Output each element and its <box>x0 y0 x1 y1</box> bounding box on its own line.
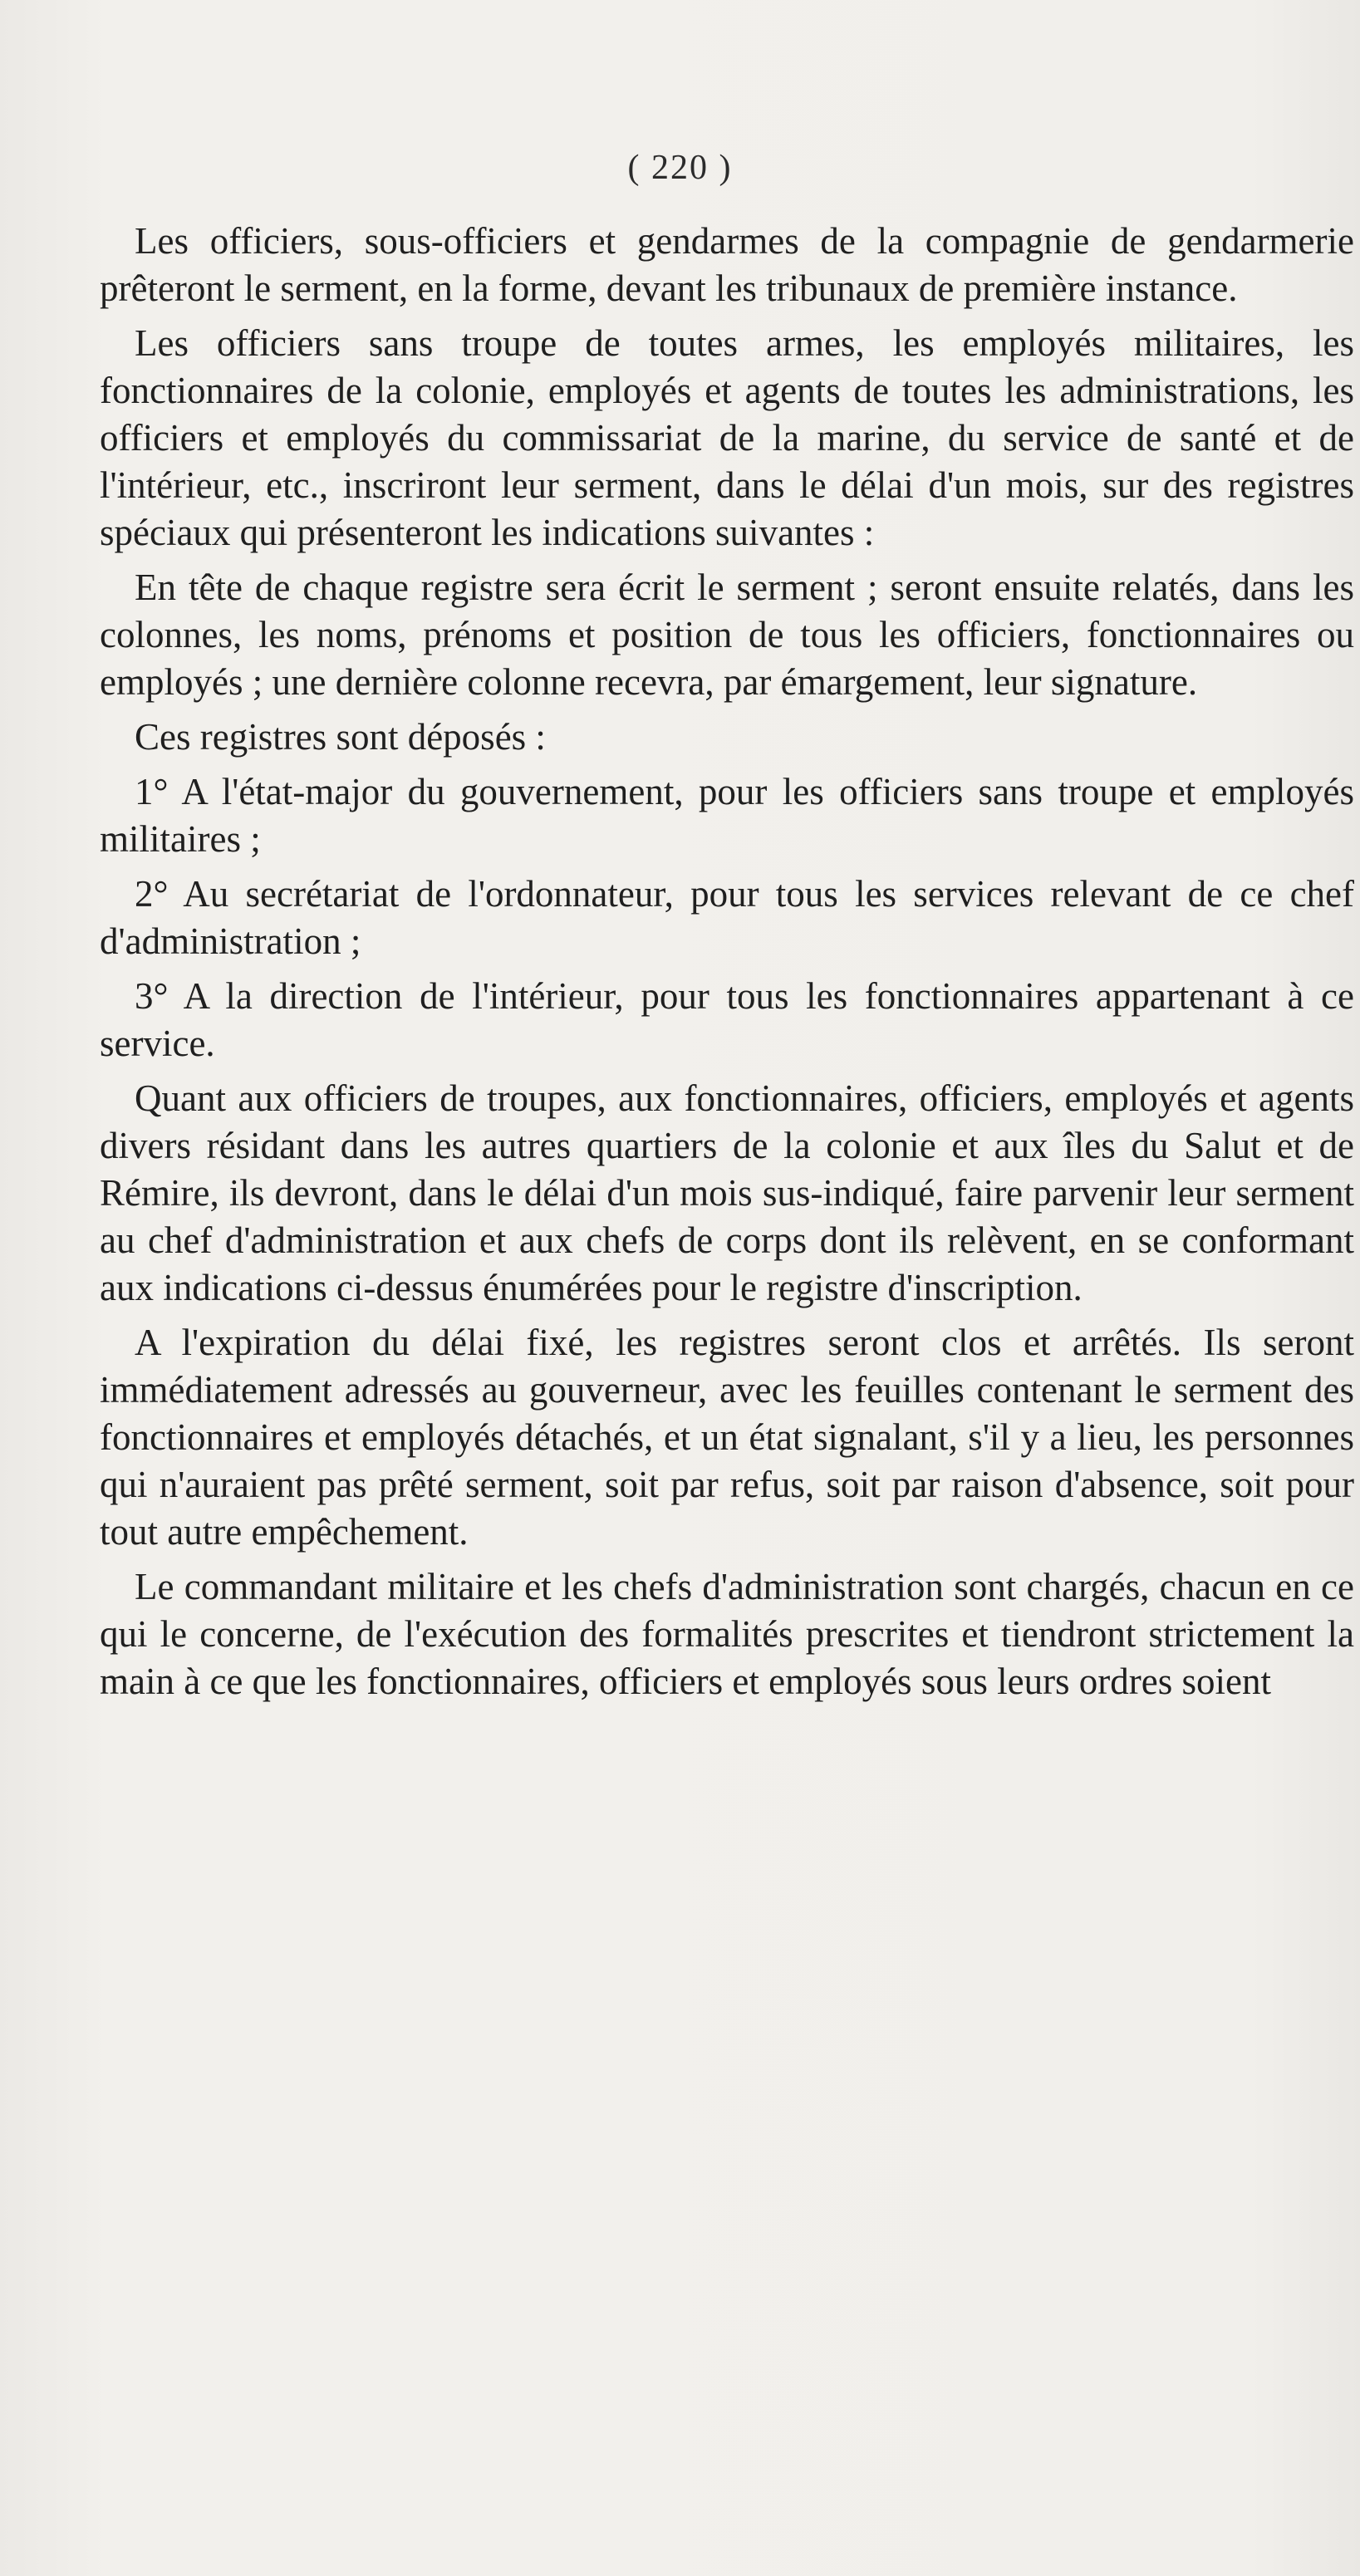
paragraph: Les officiers sans troupe de toutes armes, les employés militaires, les fonctionnaires de la colonie, employés et agents de toutes les administrations, les officiers et employés du commissariat de la marine, du service de santé et de l'intérieur, etc., inscriront leur serment, dans le délai d'un mois, sur des registres spéciaux qui présenteront les indications suivantes : <box>100 322 1354 553</box>
list-item: 3° A la direction de l'intérieur, pour tous les fonctionnaires appartenant à ce service. <box>100 975 1354 1064</box>
page-number: ( 220 ) <box>627 149 733 187</box>
list-item: 2° Au secrétariat de l'ordonnateur, pour tous les services relevant de ce chef d'administration ; <box>100 873 1354 962</box>
document-body <box>100 218 1354 1713</box>
paragraph: Le commandant militaire et les chefs d'administration sont chargés, chacun en ce qui le concerne, de l'exécution des formalités prescrites et tiendront strictement la main à ce que les fonctionnaires, officiers et employés sous leurs ordres soient <box>100 1566 1354 1702</box>
paragraph: En tête de chaque registre sera écrit le serment ; seront ensuite relatés, dans les colonnes, les noms, prénoms et position de tous les officiers, fonctionnaires ou employés ; une dernière colonne recevra, par émargement, leur signature. <box>100 567 1354 703</box>
paragraph: Les officiers, sous-officiers et gendarmes de la compagnie de gendarmerie prêteront le serment, en la forme, devant les tribunaux de première instance. <box>100 220 1354 309</box>
paragraph: Ces registres sont déposés : <box>135 716 546 758</box>
paragraph: Quant aux officiers de troupes, aux fonctionnaires, officiers, employés et agents divers résidant dans les autres quartiers de la colonie et aux îles du Salut et de Rémire, ils devront, dans le délai d'un mois sus-indiqué, faire parvenir leur serment au chef d'administration et aux chefs de corps dont ils relèvent, en se conformant aux indications ci-dessus énumérées pour le registre d'inscription. <box>100 1077 1354 1308</box>
list-item: 1° A l'état-major du gouvernement, pour les officiers sans troupe et employés militaires ; <box>100 771 1354 860</box>
paragraph: A l'expiration du délai fixé, les registres seront clos et arrêtés. Ils seront immédiatement adressés au gouverneur, avec les feuilles contenant le serment des fonctionnaires et employés détachés, et un état signalant, s'il y a lieu, les personnes qui n'auraient pas prêté serment, soit par refus, soit par raison d'absence, soit pour tout autre empêchement. <box>100 1322 1354 1553</box>
